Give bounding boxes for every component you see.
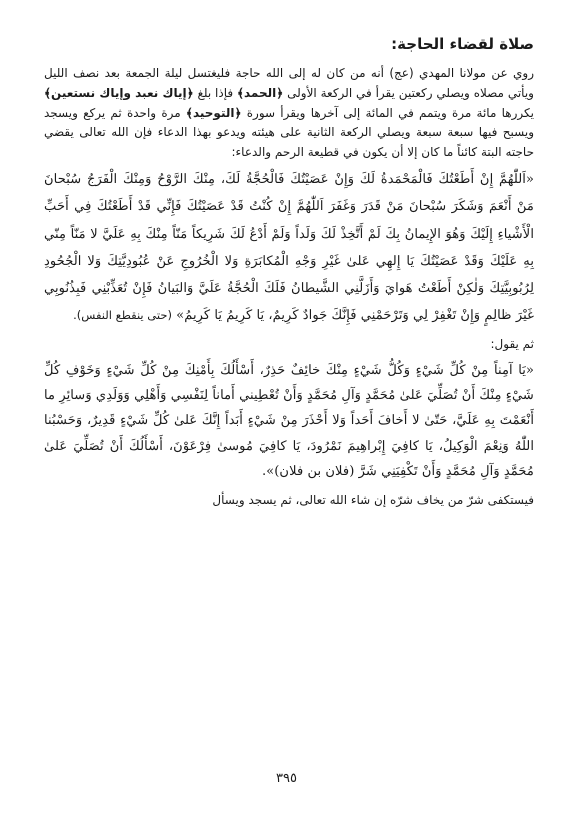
verse-iyyaka: ﴿إياك نعبد وإياك نستعين﴾ (44, 85, 194, 100)
closing-line: فيستكفى شرّ من يخاف شرّه إن شاء الله تعالى، ثم يسجد ويسأل (212, 493, 534, 508)
supplication-2-text: «يَا آمِناً مِنْ كُلِّ شَيْءٍ وَكُلُّ شَيْءٍ مِنْكَ خائِفٌ حَذِرٌ، أَسْأَلُكَ بِأَمْنِكَ مِنْ كُلِّ شَيْءٍ وَخَوْفِ كُلِّ شَيْءٍ مِنْكَ أَنْ تُصَلِّيَ عَلىٰ مُحَمَّدٍ وَآلِ مُحَمَّدٍ وَأَنْ تُعْطِيني أَماناً لِنَفْسِي وَأَهْلِي وَوَلَدِي وَسائِرِ ما أَنْعَمْتَ بِهِ عَلَيَّ، حَتّىٰ لا أَخافَ أَحَداً وَلا أَحْذَرَ مِنْ شَيْءٍ أَبَداً إِنَّكَ عَلىٰ كُلِّ شَيْءٍ قَدِيرٌ، وَحَسْبُنا اللّٰهُ وَنِعْمَ الْوَكِيلُ، يَا كافِيَ إِبْراهِيمَ نَمْرُودَ، يَا كافِيَ مُوسىٰ فِرْعَوْنَ، أَسْأَلُكَ أَنْ تُصَلِّيَ عَلىٰ مُحَمَّدٍ وَآلِ مُحَمَّدٍ وَأَنْ تَكْفِيَنِي شَرَّ (44, 362, 534, 479)
intro-paragraph (44, 64, 534, 163)
supplication-2-end: ». (261, 463, 275, 479)
intro-text-1: روي عن مولانا المهدي (عج) أنه من كان له إلى الله حاجة فليغتسل ليلة الجمعة بعد نصف الليل ويأتي مصلاه ويصلي ركعتين يقرأ في الركعة الأولى (44, 66, 534, 100)
section-title: صلاة لقضاء الحاجة: (391, 35, 534, 53)
surah-hamd: ﴿الحمد﴾ (236, 85, 284, 100)
surah-tawhid: ﴿التوحيد﴾ (185, 105, 242, 120)
supplication-1-note: (حتى ينقطع النفس). (73, 308, 172, 323)
intro-text-2: فإذا بلغ (197, 85, 234, 100)
supplication-2 (44, 358, 534, 484)
supplication-1-text: «اَللّٰهُمَّ إِنْ أَطَعْتُكَ فَالْمَحْمَدةُ لَكَ وَإِنْ عَصَيْتُكَ فَالْحُجَّةُ لَكَ، مِنْكَ الرَّوْحُ وَمِنْكَ الْفَرَجُ سُبْحانَ مَنْ أَنْعَمَ وَشَكَرَ سُبْحانَ مَنْ قَدَرَ وَغَفَرَ اَللّٰهُمَّ إِنْ كُنْتُ قَدْ عَصَيْتُكَ فَإِنِّي قَدْ أَطَعْتُكَ فِي أَحَبِّ الْأَشْياءِ إِلَيْكَ وَهُوَ الإِيمانُ بِكَ لَمْ أَتَّخِذْ لَكَ وَلَداً وَلَمْ أَدْعُ لَكَ شَرِيكاً مَنّاً مِنْكَ بِهِ عَلَيَّ لا مَنّاً مِنّي بِهِ عَلَيْكَ وَقَدْ عَصَيْتُكَ يَا إِلهِي عَلىٰ غَيْرِ وَجْهِ الْمُكابَرَةِ وَلا الْخُرُوجِ عَنْ عُبُودِيَّتِكَ وَلا الْجُحُودِ لِرُبُوبِيَّتِكَ وَلٰكِنْ أَطَعْتُ هَوايَ وَأَزَلَّنِي الشَّيطانُ فَلَكَ الْحُجَّةُ عَلَيَّ وَالبَيانُ فَإِنْ تُعَذِّبْنِي فَبِذُنُوبِي غَيْرَ ظالِمٍ وَإِنْ تَغْفِرْ لِي وَتَرْحَمْنِي فَإِنَّكَ جَوادٌ كَرِيمٌ، يَا كَرِيمُ يَا كَرِيمُ» (44, 171, 534, 324)
page-number: ٣٩٥ (276, 771, 297, 786)
then-says: ثم يقول: (490, 336, 534, 351)
intro-text-4: مرة واحدة ثم يركع ويسجد ويسبح فيها سبعة سبعة ويصلي الركعة الثانية على هيئته ويدعو بهذا الدعاء فإن الله تعالى يقضي حاجته البتة كائناً ما كان إلا أن يكون في قطيعة الرحم والدعاء: (44, 105, 534, 160)
intro-text-3: يكررها مائة مرة ويتمم في المائة إلى آخرها ويقرأ سورة (246, 105, 534, 120)
page-content (44, 34, 534, 510)
supplication-1 (44, 166, 534, 330)
supplication-2-note: (فلان بن فلان) (274, 463, 355, 479)
